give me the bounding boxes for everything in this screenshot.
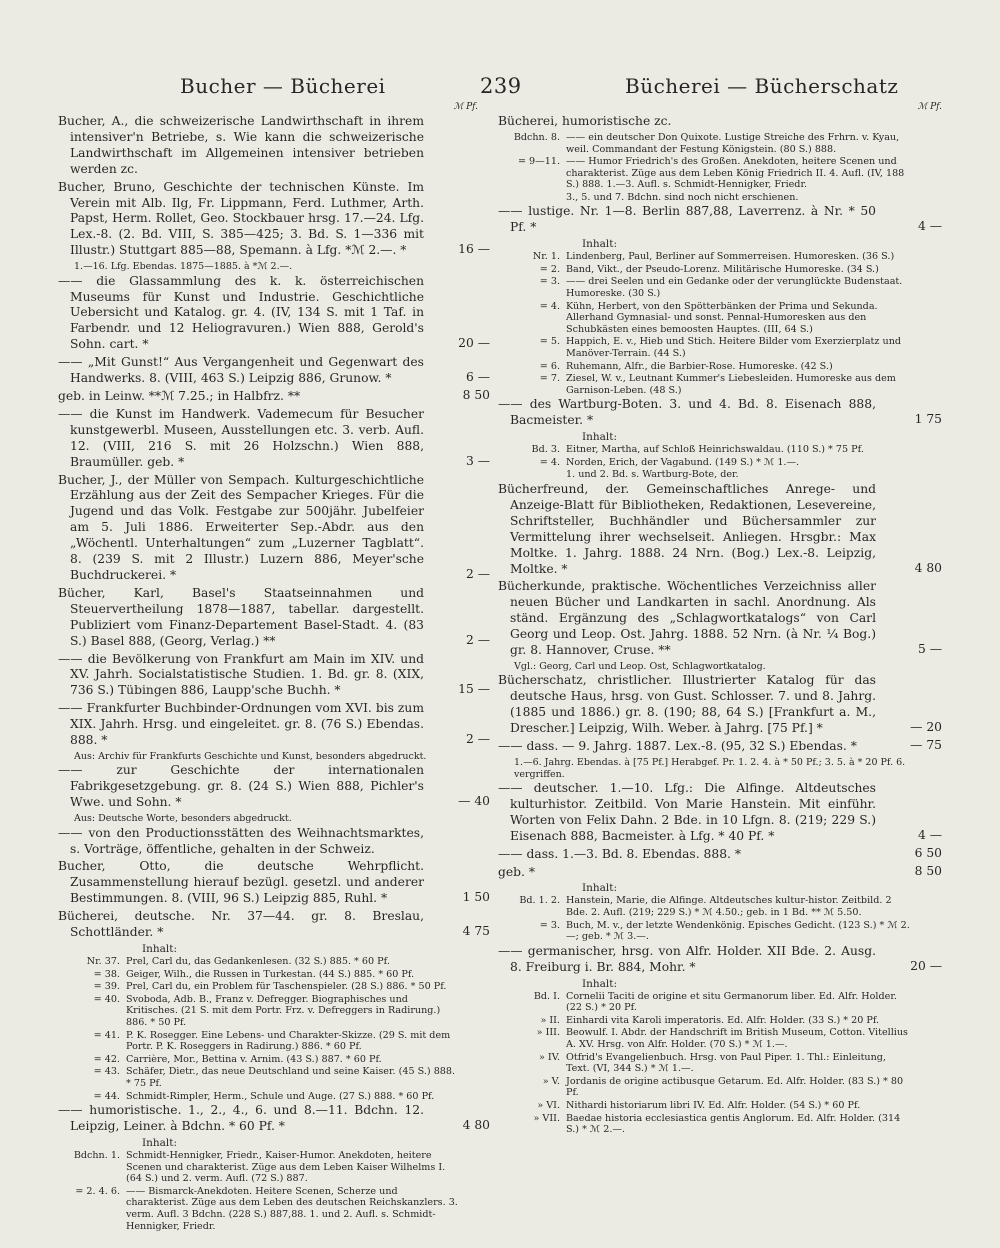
contents-item-label: = 4.	[539, 300, 560, 312]
contents-item	[498, 1027, 942, 1050]
contents-item-label: Nr. 37.	[86, 956, 120, 967]
catalog-entry	[58, 826, 490, 858]
contents-item-text: —— drei Seelen und ein Gedanke oder der verunglückte Budenstaat. Humoreske. (30 S.)	[566, 276, 903, 300]
contents-item-text: Jordanis de origine actibusque Getarum. Ed. Alfr. Holder. (83 S.) * 80 Pf.	[566, 1075, 904, 1099]
contents-item-label: Bdchn. 8.	[513, 131, 560, 143]
contents-item	[498, 192, 942, 204]
entry-text: geb. *	[498, 864, 535, 879]
contents-item-label: = 39.	[93, 981, 120, 993]
catalog-entry	[498, 204, 942, 236]
contents-heading: Inhalt:	[142, 943, 178, 955]
contents-item-text: Schmidt-Hennigker, Friedr., Kaiser-Humor. Anekdoten, heitere Scenen und charakterist. Züge aus dem Leben Kaiser Wilhelms I. (64 S.) und 2. verm. Aufl. (72 S.) 887.	[126, 1149, 446, 1185]
contents-item-text: Schmidt-Rimpler, Herm., Schule und Auge. (27 S.) 888. * 60 Pf.	[126, 1090, 435, 1102]
entry-price: 2 —	[465, 732, 490, 747]
catalog-entry	[498, 847, 942, 863]
entry-note: Vgl.: Georg, Carl und Leop. Ost, Schlagwortkatalog.	[514, 660, 766, 672]
entry-text: —— Frankfurter Buchbinder-Ordnungen vom XVI. bis zum XIX. Jahrh. Hrsg. und eingeleitet. gr. 8. (76 S.) Ebendas. 888. *	[58, 701, 424, 748]
contents-item	[498, 457, 942, 469]
entry-text: —— dass. — 9. Jahrg. 1887. Lex.-8. (95, 32 S.) Ebendas. *	[498, 739, 857, 754]
contents-item-text: Svoboda, Adb. B., Franz v. Defregger. Biographisches und Kritisches. (21 S. mit dem Portr. Frz. v. Defreggers in Radirung.) 886. * 50 Pf.	[126, 993, 441, 1028]
contents-item-text: Prel, Carl du, das Gedankenlesen. (32 S.) 885. * 60 Pf.	[126, 956, 390, 967]
contents-item-text: Cornelii Taciti de origine et situ Germanorum liber. Ed. Alfr. Holder. (22 S.) * 20 Pf.	[566, 990, 897, 1014]
catalog-entry	[58, 652, 490, 700]
contents-item	[58, 1030, 490, 1053]
entry-price: 4 80	[462, 1118, 490, 1133]
contents-item-label: = 40.	[93, 993, 120, 1005]
entry-price: 1 75	[914, 412, 942, 427]
contents-item-text: Kühn, Herbert, von den Spötterbänken der Prima und Sekunda. Allerhand Gymnasial- und sonst. Pennal-Humoresken aus den Schubkästen eines bemoosten Hauptes. (III, 64 S.)	[566, 300, 878, 335]
contents-item-text: Ruhemann, Alfr., die Barbier-Rose. Humoreske. (42 S.)	[566, 360, 833, 372]
entry-text: —— von den Productionsstätten des Weihnachtsmarktes, s. Vorträge, öffentliche, gehalten in der Schweiz.	[58, 825, 424, 856]
entry-list	[498, 114, 942, 1137]
contents-item	[498, 1113, 942, 1136]
header-left: Bucher — Bücherei	[180, 74, 386, 98]
entry-price: 3 —	[465, 453, 490, 468]
entry-text: Bücherkunde, praktische. Wöchentliches Verzeichniss aller neuen Bücher und Landkarten in sachl. Anordnung. Als ständ. Ergänzung des „Schlagwortkatalogs“ von Carl Georg und Leop. Ost. Jahrg. 1888. 52 Nrn. (à Nr. ¼ Bog.) gr. 8. Hannover, Cruse. **	[498, 579, 876, 658]
catalog-entry	[498, 397, 942, 429]
contents-item-text: Carrière, Mor., Bettina v. Arnim. (43 S.) 887. * 60 Pf.	[126, 1053, 382, 1065]
header-right: Bücherei — Bücherschatz	[625, 74, 899, 98]
entry-price: 16 —	[458, 242, 490, 257]
contents-item-label: Nr. 1.	[532, 251, 560, 263]
contents-item-label: = 2. 4. 6.	[75, 1185, 120, 1197]
catalog-entry	[58, 909, 490, 941]
contents-item-text: Beowulf. I. Abdr. der Handschrift im British Museum, Cotton. Vitellius A. XV. Hrsg. von Alfr. Holder. (70 S.) * ℳ 1.—.	[566, 1027, 908, 1050]
contents-item-text: P. K. Rosegger. Eine Lebens- und Charakter-Skizze. (29 S. mit dem Portr. P. K. Roseggers in Radirung.) 886. * 60 Pf.	[126, 1029, 451, 1053]
entry-price: 2 —	[465, 566, 490, 581]
catalog-entry	[58, 1103, 490, 1135]
entry-price: 4 80	[914, 560, 942, 575]
entry-price: 8 50	[914, 863, 942, 878]
entry-price: 15 —	[458, 682, 490, 697]
contents-item-text: Otfrid's Evangelienbuch. Hrsg. von Paul Piper. 1. Thl.: Einleitung, Text. (VI, 344 S.) * ℳ 1.—.	[566, 1051, 886, 1075]
contents-item	[58, 1054, 490, 1066]
contents-item-text: Eitner, Martha, auf Schloß Heinrichswaldau. (110 S.) * 75 Pf.	[566, 444, 864, 456]
contents-item	[58, 1150, 490, 1185]
contents-item-label: Bd. I.	[533, 990, 560, 1002]
entry-price: 1 50	[462, 890, 490, 905]
contents-item-text: Buch, M. v., der letzte Wendenkönig. Episches Gedicht. (123 S.) * ℳ 2.—; geb. * ℳ 3.—.	[566, 919, 910, 943]
contents-item	[498, 301, 942, 336]
contents-item	[58, 994, 490, 1029]
contents-item	[498, 276, 942, 299]
entry-price: 4 —	[917, 219, 942, 234]
contents-heading: Inhalt:	[582, 882, 618, 895]
entry-price: — 75	[910, 738, 942, 753]
catalog-entry	[58, 389, 490, 405]
catalog-entry	[58, 763, 490, 811]
contents-item	[498, 1015, 942, 1027]
catalog-entry	[498, 739, 942, 755]
entry-price: 2 —	[465, 632, 490, 647]
contents-item-text: 3., 5. und 7. Bdchn. sind noch nicht erschienen.	[566, 191, 799, 203]
entry-price: 4 75	[462, 924, 490, 939]
contents-item-label: Bd. 1. 2.	[519, 895, 560, 907]
catalog-entry	[58, 180, 490, 260]
entry-note: Aus: Archiv für Frankfurts Geschichte und Kunst, besonders abgedruckt.	[74, 750, 427, 762]
catalog-entry	[58, 355, 490, 387]
entry-text: Bucher, Otto, die deutsche Wehrpflicht. Zusammenstellung hierauf bezügl. gesetzl. und anderer Bestimmungen. 8. (VIII, 96 S.) Leipzig 885, Ruhl. *	[58, 859, 424, 906]
entry-text: —— die Kunst im Handwerk. Vademecum für Besucher kunstgewerbl. Museen, Ausstellungen etc. 3. verb. Aufl. 12. (VIII, 216 S. mit 26 Holzschn.) Wien 888, Braumüller. geb. *	[58, 406, 424, 469]
entry-text: —— des Wartburg-Boten. 3. und 4. Bd. 8. Eisenach 888, Bacmeister. *	[498, 397, 876, 428]
contents-item-text: —— ein deutscher Don Quixote. Lustige Streiche des Frhrn. v. Kyau, weil. Commandant der Festung Königstein. (80 S.) 888.	[566, 131, 900, 155]
entry-price: 20 —	[458, 336, 490, 351]
entry-note: Aus: Deutsche Worte, besonders abgedruckt.	[74, 813, 292, 825]
contents-item	[498, 361, 942, 373]
catalog-entry	[498, 865, 942, 881]
contents-item	[498, 895, 942, 918]
contents-item	[498, 1100, 942, 1112]
catalog-entry	[58, 473, 490, 584]
contents-item	[498, 336, 942, 359]
contents-item-label: » VII.	[533, 1112, 560, 1124]
contents-item-text: Einhardi vita Karoli imperatoris. Ed. Alfr. Holder. (33 S.) * 20 Pf.	[566, 1014, 880, 1026]
contents-item-label: » V.	[542, 1075, 560, 1087]
contents-item-label: Bd. 3.	[531, 444, 560, 456]
contents-item-label: = 2.	[539, 263, 560, 275]
contents-item	[58, 1186, 490, 1232]
contents-item-label: = 3.	[539, 919, 560, 931]
entry-price: 6 —	[465, 370, 490, 385]
contents-item-text: —— Humor Friedrich's des Großen. Anekdoten, heitere Scenen und charakterist. Züge aus dem Leben König Friedrich II. 4. Aufl. (IV, 188 S.) 888. 1.—3. Aufl. s. Schmidt-Hennigker, Friedr.	[566, 156, 905, 191]
catalog-entry	[498, 114, 942, 130]
catalog-entry	[498, 579, 942, 659]
contents-item-text: Geiger, Wilh., die Russen in Turkestan. (44 S.) 885. * 60 Pf.	[126, 968, 415, 980]
contents-heading: Inhalt:	[142, 1136, 178, 1149]
entry-text: —— deutscher. 1.—10. Lfg.: Die Alfinge. Altdeutsches kulturhistor. Zeitbild. Von Marie Hanstein. Mit einführ. Worten von Felix Dahn. 2 Bde. in 10 Lfgn. 8. (219; 229 S.) Eisenach 888, Bacmeister. à Lfg. * 40 Pf. *	[498, 781, 876, 843]
contents-item-text: Hanstein, Marie, die Alfinge. Altdeutsches kultur-histor. Zeitbild. 2 Bde. 2. Aufl. (219; 229 S.) * ℳ 4.50.; geb. in 1 Bd. ** ℳ 5.50.	[566, 895, 892, 919]
entry-text: geb. in Leinw. **ℳ 7.25.; in Halbfrz. **	[58, 389, 301, 403]
contents-item-label: = 44.	[93, 1090, 120, 1102]
contents-heading: Inhalt:	[582, 431, 618, 444]
entry-text: —— germanischer, hrsg. von Alfr. Holder. XII Bde. 2. Ausg. 8. Freiburg i. Br. 884, Mohr. *	[498, 943, 876, 974]
contents-item	[498, 251, 942, 263]
contents-heading: Inhalt:	[582, 977, 618, 990]
column-header: ℳ Pf.	[453, 102, 478, 112]
contents-item-text: Ziesel, W. v., Leutnant Kummer's Liebesleiden. Humoreske aus dem Garnison-Leben. (48 S.)	[566, 373, 896, 396]
contents-item-label	[498, 469, 566, 481]
contents-item	[498, 444, 942, 456]
contents-item	[58, 1091, 490, 1103]
contents-item	[498, 991, 942, 1014]
catalog-entry	[58, 701, 490, 749]
catalog-entry	[58, 859, 490, 907]
contents-item	[498, 469, 942, 481]
contents-item	[58, 956, 490, 968]
contents-item-text: Norden, Erich, der Vagabund. (149 S.) * ℳ 1.—.	[566, 456, 800, 468]
contents-item-text: 1. und 2. Bd. s. Wartburg-Bote, der.	[566, 469, 739, 481]
contents-item-label: = 6.	[539, 360, 560, 372]
entry-text: Bücherei, deutsche. Nr. 37—44. gr. 8. Breslau, Schottländer. *	[58, 909, 424, 940]
entry-text: —— die Bevölkerung von Frankfurt am Main im XIV. und XV. Jahrh. Socialstatistische Studien. 1. Bd. gr. 8. (XIX, 736 S.) Tübingen 886, Laupp'sche Buchh. *	[58, 651, 424, 698]
contents-item	[498, 920, 942, 943]
contents-item-label: = 5.	[539, 336, 560, 348]
entry-note: 1.—6. Jahrg. Ebendas. à [75 Pf.] Herabgef. Pr. 1. 2. 4. à * 50 Pf.; 3. 5. à * 20 Pf. 6. vergriffen.	[514, 757, 906, 780]
contents-item-text: Band, Vikt., der Pseudo-Lorenz. Militärische Humoreske. (34 S.)	[566, 263, 879, 275]
contents-item-label: Bdchn. 1.	[73, 1149, 120, 1161]
contents-item-text: Lindenberg, Paul, Berliner auf Sommerreisen. Humoresken. (36 S.)	[566, 251, 895, 263]
entry-text: —— zur Geschichte der internationalen Fabrikgesetzgebung. gr. 8. (24 S.) Wien 888, Pichler's Wwe. und Sohn. *	[58, 763, 424, 810]
entry-price: 6 50	[914, 845, 942, 860]
contents-heading: Inhalt:	[582, 238, 618, 251]
entry-text: —— die Glassammlung des k. k. österreichischen Museums für Kunst und Industrie. Geschichtliche Uebersicht und Katalog. gr. 4. (IV, 134 S. mit 1 Taf. in Farbendr. und 12 Heliogravuren.) Wien 888, Gerold's Sohn. cart. *	[58, 273, 424, 352]
contents-item	[498, 132, 942, 155]
catalog-entry	[58, 114, 490, 178]
entry-price: 20 —	[910, 958, 942, 973]
contents-item-text: Nithardi historiarum libri IV. Ed. Alfr. Holder. (54 S.) * 60 Pf.	[566, 1099, 861, 1111]
catalog-entry	[498, 673, 942, 737]
contents-item-label	[498, 192, 566, 204]
column-header: ℳ Pf.	[917, 102, 942, 112]
contents-item-text: —— Bismarck-Anekdoten. Heitere Scenen, Scherze und charakterist. Züge aus dem Leben des deutschen Reichskanzlers. 3. verm. Aufl. 3 Bdchn. (228 S.) 887,88. 1. und 2. Aufl. s. Schmidt-Hennigker, Friedr.	[126, 1185, 458, 1232]
entry-text: Bucher, A., die schweizerische Landwirthschaft in ihrem intensiver'n Betriebe, s. Wie kann die schweizerische Landwirthschaft im Allgemeinen intensiver betrieben werden zc.	[58, 114, 424, 176]
entry-price: — 20	[910, 720, 942, 735]
contents-item-label: = 41.	[93, 1029, 120, 1041]
contents-item	[58, 969, 490, 981]
entry-note: 1.—16. Lfg. Ebendas. 1875—1885. à *ℳ 2.—.	[74, 261, 293, 273]
entry-price: 4 —	[917, 827, 942, 842]
contents-item	[58, 1066, 490, 1089]
contents-item	[58, 981, 490, 993]
contents-item	[498, 156, 942, 191]
entry-price: 8 50	[462, 388, 490, 402]
entry-text: —— humoristische. 1., 2., 4., 6. und 8.—11. Bdchn. 12. Leipzig, Leiner. à Bdchn. * 60 Pf. *	[58, 1103, 424, 1134]
entry-price: 5 —	[917, 642, 942, 657]
contents-item	[498, 264, 942, 276]
contents-item-label: = 42.	[93, 1053, 120, 1065]
catalog-entry	[498, 944, 942, 976]
entry-text: —— lustige. Nr. 1—8. Berlin 887,88, Laverrenz. à Nr. * 50 Pf. *	[498, 204, 876, 235]
entry-text: —— dass. 1.—3. Bd. 8. Ebendas. 888. *	[498, 846, 741, 861]
entry-list	[58, 114, 490, 1233]
contents-item-label: » IV.	[538, 1051, 560, 1063]
contents-item-label: = 9—11.	[517, 156, 560, 168]
contents-item	[498, 1052, 942, 1075]
catalog-entry	[58, 407, 490, 471]
contents-item-text: Prel, Carl du, ein Problem für Taschenspieler. (28 S.) 886. * 50 Pf.	[126, 981, 447, 993]
entry-text: Bucher, Bruno, Geschichte der technischen Künste. Im Verein mit Alb. Ilg, Fr. Lippmann, Ferd. Luthmer, Arth. Papst, Herm. Rollet, Geo. Stockbauer hrsg. 17.—24. Lfg. Lex.-8. (2. Bd. VIII, S. 385—425; 3. Bd. S. 1—336 mit Illustr.) Stuttgart 885—88, Spemann. à Lfg. *ℳ 2.—. *	[58, 179, 424, 258]
contents-item-label: = 38.	[93, 968, 120, 980]
contents-item-label: = 7.	[539, 373, 560, 385]
entry-text: Bücherei, humoristische zc.	[498, 114, 672, 128]
contents-item-label: » VI.	[537, 1099, 560, 1111]
page-number: 239	[480, 74, 522, 98]
contents-item-label: = 4.	[539, 456, 560, 468]
contents-item-label: » III.	[536, 1027, 560, 1039]
running-header	[170, 74, 940, 108]
entry-text: Bücherfreund, der. Gemeinschaftliches Anrege- und Anzeige-Blatt für Bibliotheken, Redaktionen, Lesevereine, Schriftsteller, Buchhändler und Büchersammler zur Vermittelung ihrer wechselseit. Anliegen. Hrsgbr.: Max Moltke. 1. Jahrg. 1888. 24 Nrn. (Bog.) Lex.-8. Leipzig, Moltke. *	[498, 482, 876, 576]
entry-price: — 40	[458, 794, 490, 809]
contents-item-text: Happich, E. v., Hieb und Stich. Heitere Bilder vom Exerzierplatz und Manöver-Terrain. (44 S.)	[566, 336, 902, 360]
contents-item	[498, 373, 942, 396]
catalog-entry	[498, 482, 942, 577]
contents-item	[498, 1076, 942, 1099]
entry-text: —— „Mit Gunst!“ Aus Vergangenheit und Gegenwart des Handwerks. 8. (VIII, 463 S.) Leipzig 886, Grunow. *	[58, 355, 424, 386]
contents-item-label: = 43.	[93, 1066, 120, 1078]
catalog-entry	[58, 274, 490, 354]
catalog-entry	[58, 586, 490, 650]
contents-item-label: = 3.	[539, 276, 560, 288]
contents-item-text: Baedae historia ecclesiastica gentis Anglorum. Ed. Alfr. Holder. (314 S.) * ℳ 2.—.	[566, 1112, 901, 1136]
entry-text: Bücherschatz, christlicher. Illustrierter Katalog für das deutsche Haus, hrsg. von Gust. Schlosser. 7. und 8. Jahrg. (1885 und 1886.) gr. 8. (190; 88, 64 S.) [Frankfurt a. M., Drescher.] Leipzig, Wilh. Weber. à Jahrg. [75 Pf.] *	[498, 673, 876, 736]
entry-text: Bucher, J., der Müller von Sempach. Kulturgeschichtliche Erzählung aus der Zeit des Sempacher Krieges. Für die Jugend und das Volk. Festgabe zur 500jähr. Jubelfeier am 5. Juli 1886. Erweiterter Sep.-Abdr. aus den „Wöchentl. Unterhaltungen“ zum „Luzerner Tagblatt“. 8. (239 S. mit 2 Illustr.) Luzern 886, Meyer'sche Buchdruckerei. *	[58, 472, 424, 582]
contents-item-label: » II.	[540, 1014, 560, 1026]
entry-text: Bücher, Karl, Basel's Staatseinnahmen und Steuervertheilung 1878—1887, tabellar. dargestellt. Publiziert vom Finanz-Departement Basel-Stadt. 4. (83 S.) Basel 888, (Georg, Verlag.) **	[58, 585, 424, 648]
contents-item-text: Schäfer, Dietr., das neue Deutschland und seine Kaiser. (45 S.) 888. * 75 Pf.	[126, 1066, 456, 1089]
catalog-entry	[498, 781, 942, 845]
